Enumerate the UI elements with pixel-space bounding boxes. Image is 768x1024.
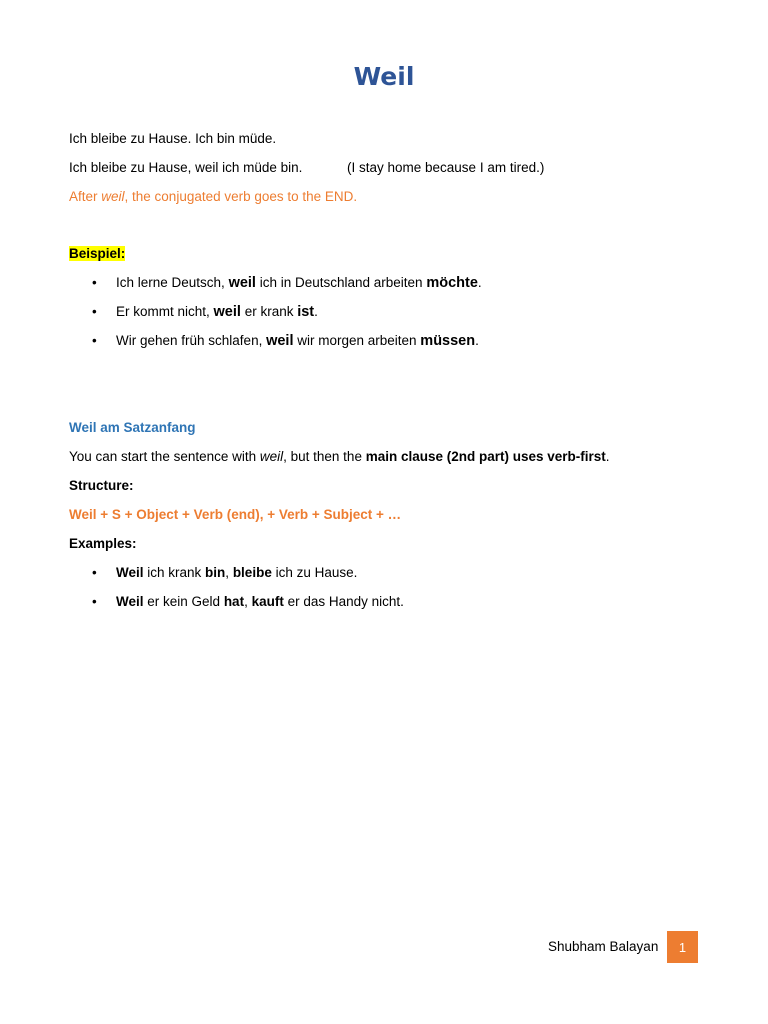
item-verb: möchte bbox=[426, 275, 478, 291]
item-weil: weil bbox=[228, 275, 256, 291]
list-item bbox=[92, 275, 482, 291]
item-verb: müssen bbox=[420, 333, 476, 349]
desc-text: , but then the bbox=[283, 449, 366, 464]
bullet-icon: • bbox=[92, 333, 97, 348]
example-text: er das Handy nicht. bbox=[283, 594, 404, 609]
intro-line-1: Ich bleibe zu Hause. Ich bin müde. bbox=[69, 131, 277, 146]
item-weil: weil bbox=[266, 333, 294, 349]
example-verb: hat bbox=[223, 594, 245, 609]
example-text: ich zu Hause. bbox=[271, 565, 358, 580]
item-text: Ich lerne Deutsch, bbox=[116, 275, 229, 290]
item-verb: ist bbox=[297, 304, 315, 320]
intro-german: Ich bleibe zu Hause, weil ich müde bin. bbox=[69, 160, 303, 175]
item-text: wir morgen arbeiten bbox=[293, 333, 421, 348]
item-text: ich in Deutschland arbeiten bbox=[255, 275, 427, 290]
list-item bbox=[92, 304, 318, 320]
example-text: ich krank bbox=[143, 565, 206, 580]
bullet-icon: • bbox=[92, 275, 97, 290]
item-text: Wir gehen früh schlafen, bbox=[116, 333, 267, 348]
example-verb: kauft bbox=[251, 594, 284, 609]
example-weil: Weil bbox=[116, 594, 144, 609]
item-end: . bbox=[475, 333, 479, 348]
example-verb: bleibe bbox=[232, 565, 272, 580]
bullet-icon: • bbox=[92, 565, 97, 580]
item-text: er krank bbox=[240, 304, 298, 319]
example-text: er kein Geld bbox=[143, 594, 224, 609]
page-title: Weil bbox=[353, 62, 415, 91]
desc-bold: main clause (2nd part) uses verb-first bbox=[365, 449, 606, 464]
beispiel-label: Beispiel: bbox=[69, 246, 126, 261]
section-heading: Weil am Satzanfang bbox=[69, 420, 196, 435]
list-item bbox=[92, 565, 357, 580]
item-weil: weil bbox=[213, 304, 241, 320]
list-item bbox=[92, 594, 404, 609]
rule-pre: After bbox=[69, 189, 102, 204]
beispiel-heading bbox=[69, 246, 125, 261]
rule-line bbox=[69, 189, 357, 204]
example-verb: bin bbox=[205, 565, 226, 580]
intro-line-2 bbox=[69, 160, 545, 175]
page-number: 1 bbox=[667, 931, 698, 963]
desc-weil: weil bbox=[259, 449, 284, 464]
examples-label: Examples: bbox=[69, 536, 137, 551]
desc-end: . bbox=[605, 449, 610, 464]
bullet-icon: • bbox=[92, 304, 97, 319]
item-end: . bbox=[477, 275, 482, 290]
example-text: , bbox=[225, 565, 233, 580]
intro-english: (I stay home because I am tired.) bbox=[347, 160, 545, 175]
desc-text: You can start the sentence with bbox=[69, 449, 260, 464]
section-description bbox=[69, 449, 610, 464]
bullet-icon: • bbox=[92, 594, 97, 609]
list-item bbox=[92, 333, 479, 349]
item-text: Er kommt nicht, bbox=[116, 304, 214, 319]
rule-word: weil bbox=[101, 189, 125, 204]
structure-formula: Weil + S + Object + Verb (end), + Verb + Subject + … bbox=[69, 507, 402, 522]
structure-label: Structure: bbox=[69, 478, 134, 493]
item-end: . bbox=[314, 304, 318, 319]
example-weil: Weil bbox=[116, 565, 144, 580]
example-text: , bbox=[244, 594, 252, 609]
footer-author: Shubham Balayan bbox=[548, 939, 659, 954]
rule-post: , the conjugated verb goes to the END. bbox=[124, 189, 358, 204]
